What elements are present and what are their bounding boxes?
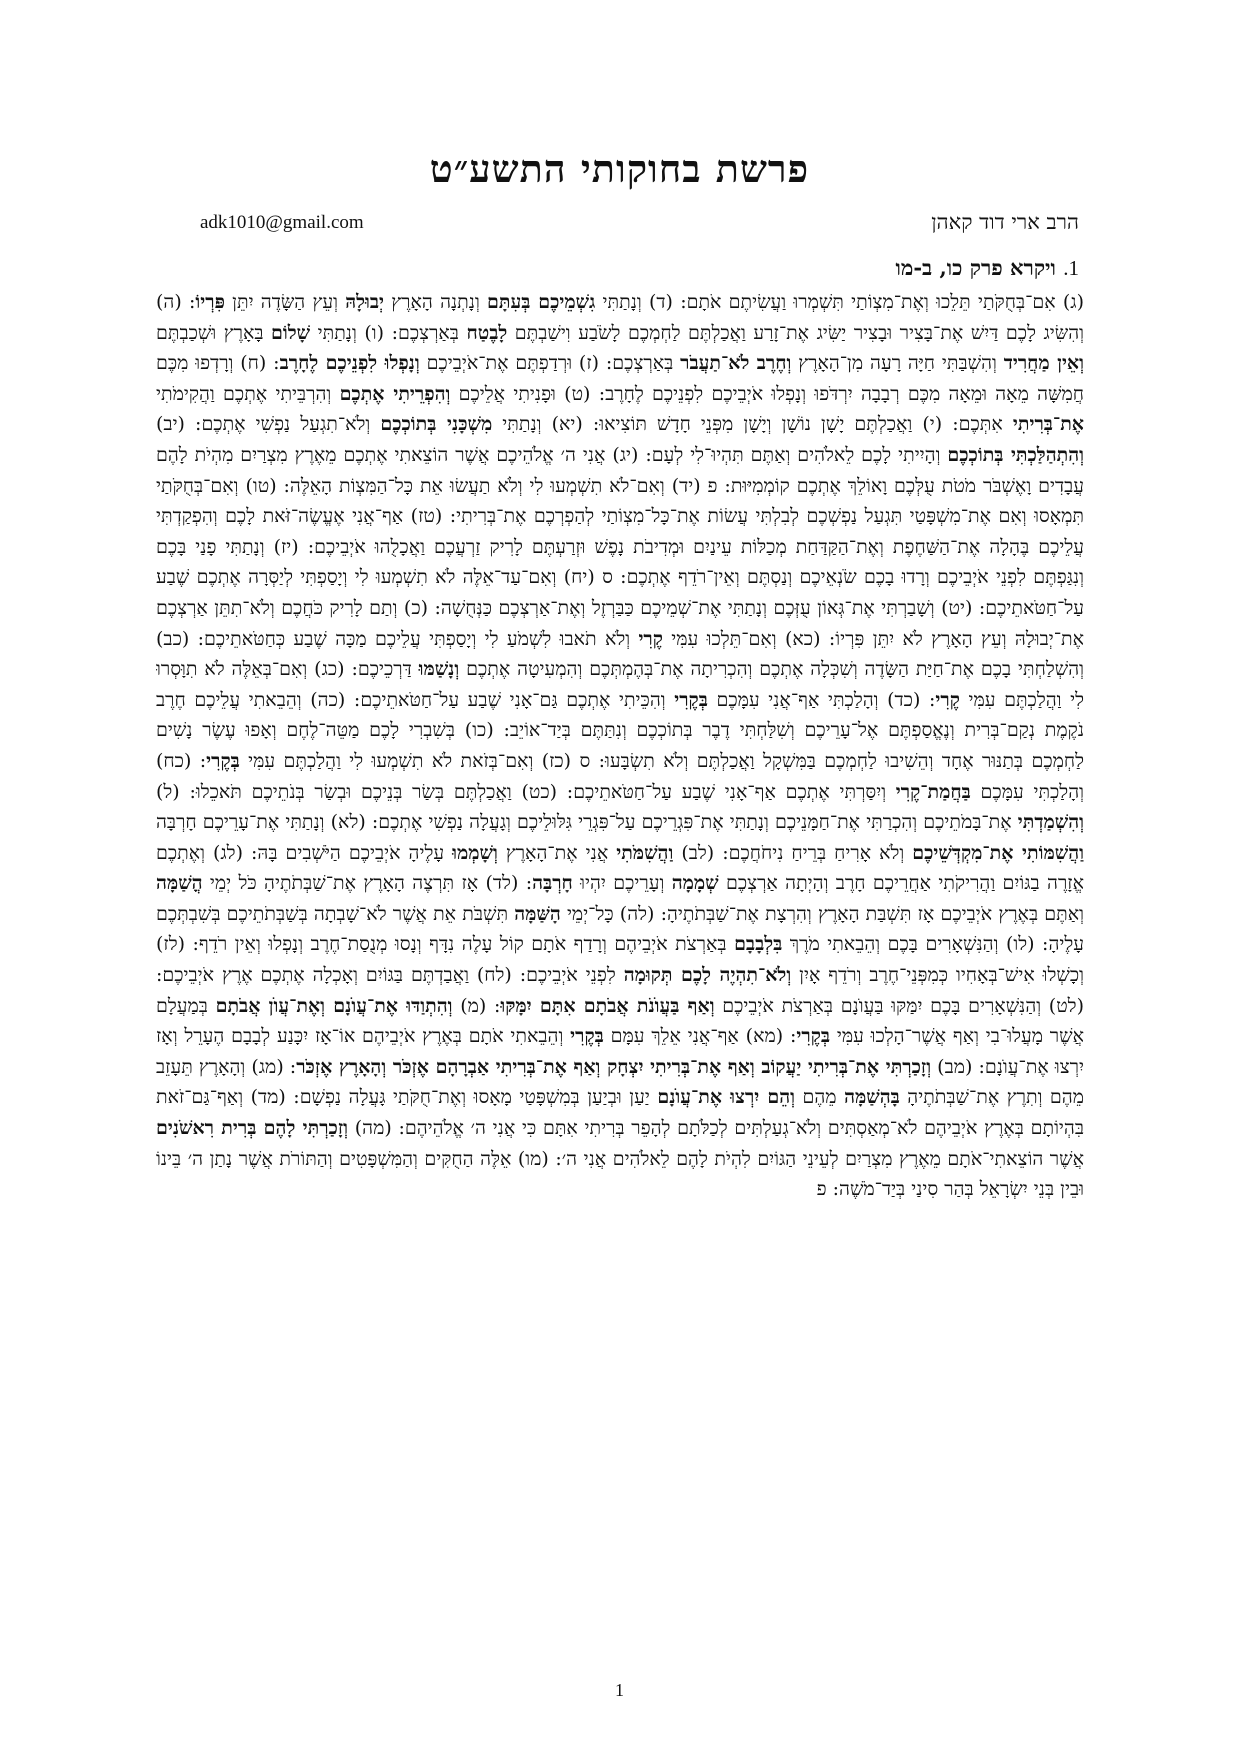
- text-segment: וְהִשְׁבַּתִּי חַיָּה רָעָה מִן־הָאָרֶץ: [791, 352, 1004, 375]
- text-segment: בְּאַרְצֹת אֹיְבֵיהֶם וְרָדַף אֹתָם קוֹל עָלֶה נִדָּף וְנָסוּ מְנֻסַת־חֶרֶב וְנָפְלוּ וְאֵין רֹדֵף: (לז) וְכָשְׁלוּ אִישׁ־בְּאָחִיו כְּמִפְּנֵי־חֶרֶב וְרֹדֵף אָיִן: [156, 933, 1084, 987]
- text-segment: יַעַן וּבְיַעַן בְּמִשְׁפָּטַי מָאָסוּ וְאֶת־חֻקֹּתַי גָּעֲלָה נַפְשָׁם: (מד) וְאַף־גַּם־זֹאת בִּהְיוֹתָם בְּאֶרֶץ אֹיְבֵיהֶם לֹא־מְאַסְתִּים וְלֹא־גְעַלְתִּים לְכַלֹּתָם לְהָפֵר בְּרִיתִי אִתָּם כִּי אֲנִי ה׳ אֱלֹהֵיהֶם: (מה): [156, 1086, 1084, 1140]
- page-number: 1: [615, 1680, 624, 1700]
- text-segment: וְלֹא תֹאבוּ לִשְׁמֹעַ לִי וְיָסַפְתִּי עֲלֵיכֶם מַכָּה שֶׁבַע כְּחַטֹּאתֵיכֶם: (כב) וְהִשְׁלַחְתִּי בָכֶם אֶת־חַיַּת הַשָּׂדֶה וְשִׁכְּלָה אֶתְכֶם וְהִכְרִיתָה אֶת־בְּהֶמְתְּכֶם וְהִמְעִיטָה אֶתְכֶם: [156, 627, 1084, 681]
- text-segment: וְהָיִיתִי לָכֶם לֵאלֹהִים וְאַתֶּם תִּהְיוּ־לִי לְעָם: (יג) אֲנִי ה׳ אֱלֹהֵיכֶם אֲשֶׁר הוֹצֵאתִי אֶתְכֶם מֵאֶרֶץ מִצְרַיִם מִהְיֹת לָהֶם עֲבָדִים וָאֶשְׁבֹּר מֹטֹת עֻלְּכֶם וָאוֹלֵךְ אֶתְכֶם קוֹמְמִיּוּת: פ (יד) וְאִם־לֹא תִשְׁמְעוּ לִי וְלֹא תַעֲשׂוּ אֵת כָּל־הַמִּצְוֹת הָאֵלֶּה: (טו) וְאִם־בְּחֻקֹּתַי תִּמְאָסוּ וְאִם אֶת־מִשְׁפָּטַי תִּגְעַל נַפְשְׁכֶם לְבִלְתִּי עֲשׂוֹת אֶת־כָּל־מִצְוֹתַי לְהַפְרְכֶם אֶת־בְּרִיתִי: (טז) אַף־אֲנִי אֶעֱשֶׂה־זֹּאת לָכֶם וְהִפְקַדְתִּי עֲלֵיכֶם בֶּהָלָה אֶת־הַשַּׁחֶפֶת וְאֶת־הַקַּדַּחַת מְכַלּוֹת עֵינַיִם וּמְדִיבֹת נָפֶשׁ וּזְרַעְתֶּם לָרִיק זַרְעֲכֶם וַאֲכָלֻהוּ אֹיְבֵיכֶם: (יז) וְנָתַתִּי פָנַי בָּכֶם וְנִגַּפְתֶּם לִפְנֵי אֹיְבֵיכֶם וְרָדוּ בָכֶם שֹׂנְאֵיכֶם וְנַסְתֶּם וְאֵין־רֹדֵף אֶתְכֶם: ס (יח) וְאִם־עַד־אֵלֶּה לֹא תִשְׁמְעוּ לִי וְיָסַפְתִּי לְיַסְּרָה אֶתְכֶם שֶׁבַע עַל־חַטֹּאתֵיכֶם: (יט) וְשָׁבַרְתִּי אֶת־גְּאוֹן עֻזְּכֶם וְנָתַתִּי אֶת־שְׁמֵיכֶם כַּבַּרְזֶל וְאֶת־אַרְצְכֶם כַּנְּחֻשָׁה: (כ) וְתַם לָרִיק כֹּחֲכֶם וְלֹא־תִתֵּן אַרְצְכֶם אֶת־יְבוּלָהּ וְעֵץ הָאָרֶץ לֹא יִתֵּן פִּרְיוֹ: (כא) וְאִם־תֵּלְכוּ עִמִּי: [156, 443, 1084, 650]
- emphasized-phrase: וְהִתְוַדּוּ אֶת־עֲוֺנָם וְאֶת־עֲוֺן אֲבֹתָם: [215, 994, 453, 1017]
- text-segment: וְנָתְנָה הָאָרֶץ: [384, 291, 488, 313]
- emphasized-phrase: שָׁלוֹם: [271, 321, 311, 344]
- text-segment: : (כח) וְהָלַכְתִּי עִמָּכֶם: [156, 749, 1084, 803]
- author-name: הרב ארי דוד קאהן: [931, 210, 1079, 234]
- text-segment: בָּאָרֶץ וּשְׁכַבְתֶּם: [156, 321, 272, 344]
- text-segment: : (מג) וְהָאָרֶץ תֵּעָזֵב מֵהֶם וְתִרֶץ אֶת־שַׁבְּתֹתֶיהָ: [156, 1055, 1084, 1109]
- text-segment: (ג) אִם־בְּחֻקֹּתַי תֵּלֵכוּ וְאֶת־מִצְוֹתַי תִּשְׁמְרוּ וַעֲשִׂיתֶם אֹתָם: (ד) וְנָתַתִּי: [595, 291, 1084, 313]
- text-segment: אֲשֶׁר הוֹצֵאתִי־אֹתָם מֵאֶרֶץ מִצְרַיִם לְעֵינֵי הַגּוֹיִם לִהְיֹת לָהֶם לֵאלֹהִים אֲנִי ה׳: (מו) אֵלֶּה הַחֻקִּים וְהַמִּשְׁפָּטִים וְהַתּוֹרֹת אֲשֶׁר נָתַן ה׳ בֵּינוֹ וּבֵין בְּנֵי יִשְׂרָאֵל בְּהַר סִינַי בְּיַד־מֹשֶׁה: פ: [156, 1147, 1084, 1201]
- emphasized-phrase: בְּקֶרִי: [796, 1025, 831, 1048]
- text-segment: : (כד) וְהָלַכְתִּי אַף־אֲנִי עִמָּכֶם: [707, 688, 936, 711]
- emphasized-phrase: בְּקֶרִי: [206, 749, 240, 772]
- emphasized-phrase: בַּחֲמַת־קֶרִי: [895, 780, 971, 803]
- text-segment: וְלֹא־תִגְעַל נַפְשִׁי אֶתְכֶם: (יב): [156, 413, 381, 436]
- emphasized-phrase: וְאֵין מַחֲרִיד: [1003, 352, 1084, 375]
- emphasized-phrase: וְזָכַרְתִּי לָהֶם בְּרִית רִאשֹׁנִים: [156, 1117, 349, 1140]
- text-segment: וְהִכֵּיתִי אֶתְכֶם גַּם־אָנִי שֶׁבַע עַל־חַטֹּאתֵיכֶם: (כה) וְהֵבֵאתִי עֲלֵיכֶם חֶרֶב נֹקֶמֶת נְקַם־בְּרִית וְנֶאֱסַפְתֶּם אֶל־עָרֵיכֶם וְשִׁלַּחְתִּי דֶבֶר בְּתוֹכְכֶם וְנִתַּתֶּם בְּיַד־אוֹיֵב: (כו) בְּשִׁבְרִי לָכֶם מַטֵּה־לֶחֶם וְאָפוּ עֶשֶׂר נָשִׁים לַחְמְכֶם בְּתַנּוּר אֶחָד וְהֵשִׁיבוּ לַחְמְכֶם בַּמִּשְׁקָל וַאֲכַלְתֶּם וְלֹא תִשְׂבָּעוּ: ס (כז) וְאִם־בְּזֹאת לֹא תִשְׁמְעוּ לִי וַהֲלַכְתֶּם עִמִּי: [156, 688, 1084, 772]
- emphasized-phrase: אֶת־בְּרִיתִי: [1012, 413, 1084, 436]
- section-title: ויקרא פרק כו, ב-מו: [895, 255, 1056, 280]
- text-segment: וְלֹא אָרִיחַ בְּרֵיחַ נִיחֹחֲכֶם: (לב): [673, 841, 913, 864]
- emphasized-phrase: גִשְׁמֵיכֶם בְּעִתָּם: [487, 291, 596, 313]
- emphasized-phrase: בִּלְבָבָם: [734, 933, 783, 956]
- emphasized-phrase: וְהֵם יִרְצוּ אֶת־עֲוֺנָם: [657, 1086, 796, 1109]
- text-segment: אֶת־בָּמֹתֵיכֶם וְהִכְרַתִּי אֶת־חַמָּנֵיכֶם וְנָתַתִּי אֶת־פִּגְרֵיכֶם עַל־פִּגְרֵי גִּלּוּלֵיכֶם וְגָעֲלָה נַפְשִׁי אֶתְכֶם: (לא) וְנָתַתִּי אֶת־עָרֵיכֶם חָרְבָּה: [156, 811, 1018, 834]
- emphasized-phrase: וְשָׁמְמוּ: [452, 841, 498, 864]
- emphasized-phrase: יְבוּלָהּ: [345, 291, 385, 313]
- text-segment: דַּרְכֵיכֶם: (כג) וְאִם־בְּאֵלֶּה לֹא תִוָּסְרוּ לִי וַהֲלַכְתֶּם עִמִּי: [156, 658, 1084, 711]
- section-heading: [896, 255, 1080, 281]
- emphasized-phrase: בְּקֶרִי: [674, 688, 708, 711]
- emphasized-phrase: וְהִשְׁמַדְתִּי: [1017, 811, 1084, 834]
- emphasized-phrase: הֳשַׁמָּה: [156, 872, 203, 895]
- emphasized-phrase: וְהִפְרֵיתִי אֶתְכֶם: [339, 382, 451, 405]
- emphasized-phrase: וַהֲשִׁמּוֹתִי אֶת־מִקְדְּשֵׁיכֶם: [912, 841, 1084, 864]
- emphasized-phrase: שְׁמָמָה: [671, 872, 719, 895]
- text-segment: : (לד) אָז תִּרְצֶה הָאָרֶץ אֶת־שַׁבְּתֹתֶיהָ כֹּל יְמֵי: [202, 872, 533, 895]
- emphasized-phrase: קֶרִי: [638, 627, 663, 650]
- emphasized-phrase: בָּהְשַׁמָּה: [844, 1086, 900, 1109]
- text-segment: וְהֵבֵאתִי אֹתָם בְּאֶרֶץ אֹיְבֵיהֶם אוֹ־אָז יִכָּנַע לְבָבָם הֶעָרֵל וְאָז יִרְצוּ אֶת־עֲוֺנָם: (מב): [156, 1025, 1084, 1078]
- text-segment: : (מ): [452, 994, 501, 1017]
- text-segment: מֵהֶם: [795, 1086, 845, 1109]
- text-segment: : (ה) וְהִשִּׂיג לָכֶם דַּיִשׁ אֶת־בָּצִיר וּבָצִיר יַשִּׂיג אֶת־זָרַע וַאֲכַלְתֶּם לַחְמְכֶם לָשֹׂבַע וִישַׁבְתֶּם: [156, 291, 1084, 344]
- emphasized-phrase: בְּקֶרִי: [570, 1025, 604, 1048]
- emphasized-phrase: הָשַּׁמָּה: [514, 902, 561, 925]
- scripture-text: [156, 287, 1084, 1602]
- text-segment: אֲנִי אֶת־הָאָרֶץ: [497, 841, 617, 864]
- emphasized-phrase: וְחֶרֶב לֹא־תַעֲבֹר: [680, 352, 792, 375]
- text-segment: בְּמַעֲלָם אֲשֶׁר מָעֲלוּ־בִי וְאַף אֲשֶׁר־הָלְכוּ עִמִּי: [156, 994, 1084, 1048]
- emphasized-phrase: וְזָכַרְתִּי אֶת־בְּרִיתִי יַעֲקוֹב וְאַף אֶת־בְּרִיתִי יִצְחָק וְאַף אֶת־בְּרִיתִי אַבְרָהָם אֶזְכֹּר וְהָאָרֶץ אֶזְכֹּר: [296, 1055, 932, 1078]
- text-segment: וְאַתֶּם בְּאֶרֶץ אֹיְבֵיכֶם אָז תִּשְׁבַּת הָאָרֶץ וְהִרְצָת אֶת־שַׁבְּתֹתֶיהָ: (לה) כָּל־יְמֵי: [560, 902, 1084, 925]
- emphasized-phrase: חָרְבָּה: [532, 872, 573, 895]
- emphasized-phrase: וְנָפְלוּ לִפְנֵיכֶם לֶחָרֶב: [279, 352, 420, 375]
- text-segment: : (מא) אַף־אֲנִי אֵלֵךְ עִמָּם: [603, 1025, 797, 1048]
- emphasized-phrase: קֶרִי: [935, 688, 960, 711]
- emphasized-phrase: וַהֲשִׁמֹּתִי: [616, 841, 674, 864]
- emphasized-phrase: וְאַף בַּעֲוֺנֹת אֲבֹתָם אִתָּם יִמָּקּוּ: [500, 994, 715, 1017]
- author-email: adk1010@gmail.com: [200, 212, 364, 233]
- text-segment: : (ח) וְרָדְפוּ מִכֶּם חֲמִשָּׁה מֵאָה וּמֵאָה מִכֶּם רְבָבָה יִרְדֹּפוּ וְנָפְלוּ אֹיְבֵיכֶם לִפְנֵיכֶם לֶחָרֶב: (ט) וּפָנִיתִי אֲלֵיכֶם: [156, 352, 1084, 405]
- section-number: 1.: [1063, 256, 1079, 280]
- text-segment: בְּאַרְצְכֶם: (ז) וּרְדַפְתֶּם אֶת־אֹיְבֵיכֶם: [419, 352, 681, 375]
- text-segment: וְעֵץ הַשָּׂדֶה יִתֵּן: [224, 291, 346, 313]
- text-segment: לִפְנֵי אֹיְבֵיכֶם: (לח) וַאֲבַדְתֶּם בַּגּוֹיִם וְאָכְלָה אֶתְכֶם אֶרֶץ אֹיְבֵיכֶם: (לט) וְהַנִּשְׁאָרִים בָּכֶם יִמַּקּוּ בַּעֲוֺנָם בְּאַרְצֹת אֹיְבֵיכֶם: [156, 964, 1084, 1017]
- emphasized-phrase: וְהִתְהַלַּכְתִּי בְּתוֹכְכֶם: [947, 443, 1084, 466]
- emphasized-phrase: וְלֹא־תִהְיֶה לָכֶם תְּקוּמָה: [623, 964, 792, 987]
- emphasized-phrase: וְנָשַׁמּוּ: [418, 658, 460, 681]
- text-segment: וְעָרֵיכֶם יִהְיוּ: [572, 872, 672, 895]
- text-segment: תִּשְׁבֹּת אֵת אֲשֶׁר לֹא־שָׁבְתָה בְּשַׁבְּתֹתֵיכֶם בְּשִׁבְתְּכֶם עָלֶיהָ: (לו) וְהַנִּשְׁאָרִים בָּכֶם וְהֵבֵאתִי מֹרֶךְ: [156, 902, 1084, 956]
- text-segment: בְּאַרְצְכֶם: (ו) וְנָתַתִּי: [310, 321, 467, 344]
- emphasized-phrase: לָבֶטַח: [466, 321, 508, 344]
- text-segment: וְיִסַּרְתִּי אֶתְכֶם אַף־אָנִי שֶׁבַע עַל־חַטֹּאתֵיכֶם: (כט) וַאֲכַלְתֶּם בְּשַׂר בְּנֵיכֶם וּבְשַׂר בְּנֹתֵיכֶם תֹּאכֵלוּ: (ל): [156, 780, 896, 803]
- emphasized-phrase: מִשְׁכָּנִי בְּתוֹכְכֶם: [380, 413, 493, 436]
- text-segment: אִתְּכֶם: (י) וַאֲכַלְתֶּם יָשָׁן נוֹשָׁן וְיָשָׁן מִפְּנֵי חָדָשׁ תּוֹצִיאוּ: (יא) וְנָתַתִּי: [492, 413, 1013, 436]
- text-segment: וְהִרְבֵּיתִי אֶתְכֶם וַהֲקִימֹתִי: [156, 382, 340, 405]
- text-segment: עָלֶיהָ אֹיְבֵיכֶם הַיֹּשְׁבִים בָּהּ: (לג) וְאֶתְכֶם אֱזָרֶה בַגּוֹיִם וַהֲרִיקֹתִי אַחֲרֵיכֶם חָרֶב וְהָיְתָה אַרְצְכֶם: [156, 841, 1084, 895]
- page-title: פרשת בחוקותי התשע״ט: [429, 146, 810, 191]
- emphasized-phrase: פִּרְיוֹ: [195, 291, 225, 313]
